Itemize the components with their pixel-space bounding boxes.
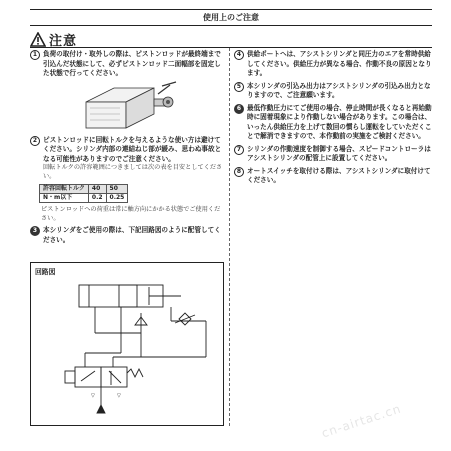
item-text: 供給ポートへは、アシストシリンダと同圧力のエアを常時供給してください。供給圧力が異なる場合、作動不良の原因となります。	[247, 50, 432, 77]
list-item-5	[234, 82, 434, 101]
caution-label: 注意	[49, 33, 78, 49]
item-number: 1	[30, 50, 40, 60]
diagram-title: 回路図	[35, 268, 56, 276]
table-col-40: 40	[88, 185, 106, 194]
caution-heading	[30, 31, 77, 47]
list-item-2	[30, 136, 223, 182]
page-title: 使用上のご注意	[30, 9, 432, 26]
item-text: 最低作動圧力にてご使用の場合、停止時間が長くなると再始動時に固着現象により作動しない場合があります。この場合は、いったん供給圧力を上げて数回の慣らし運転をしていただくことで解消できますので、本作動前の実施をご検討ください。	[247, 103, 432, 140]
item-number: 4	[234, 50, 244, 60]
table-header-label: 許容回転トルク	[40, 185, 89, 194]
item-number: 2	[30, 136, 40, 146]
item-text: ピストンロッドに回転トルクを与えるような使い方は避けてください。シリンダ内部の連結ねじ部が緩み、思わぬ事故となる可能性がありますのでご注意ください。	[43, 135, 222, 163]
item-number: 7	[234, 145, 244, 155]
item-note: 回転トルクの許容範囲につきましては次の表を目安としてください。	[43, 164, 223, 180]
item-text: 本シリンダをご使用の際は、下記回路図のように配管してください。	[43, 226, 221, 244]
load-note: ピストンロッドへの荷重は常に軸方向にかかる状態でご使用ください。	[41, 206, 221, 222]
list-item-3	[30, 226, 223, 245]
list-item-4	[234, 50, 434, 79]
table-col-50: 50	[106, 185, 128, 194]
table-value-50: 0.25	[106, 194, 128, 203]
right-column	[234, 50, 434, 189]
list-item-7	[234, 145, 434, 164]
item-number: 3	[30, 226, 40, 236]
item-number: 6	[234, 104, 244, 114]
heading-divider	[30, 47, 432, 48]
item-number: 8	[234, 167, 244, 177]
item-text: シリンダの作動速度を制御する場合、スピードコントローラはアシストシリンダの配管上に設置してください。	[247, 144, 431, 162]
table-unit-label: N・m以下	[40, 194, 89, 203]
column-divider	[229, 48, 230, 426]
list-item-8	[234, 167, 434, 186]
list-item-1	[30, 50, 223, 79]
svg-text:▽: ▽	[117, 393, 121, 399]
svg-text:▽: ▽	[91, 393, 95, 399]
table-value-40: 0.2	[88, 194, 106, 203]
cylinder-illustration	[80, 80, 180, 135]
item-text: 負荷の取付け・取外しの際は、ピストンロッドが最終端まで引込んだ状態にして、必ずピストンロッド二面幅部を固定した状態で行ってください。	[43, 50, 221, 77]
circuit-diagram-drawing	[31, 263, 223, 425]
circuit-diagram	[30, 262, 224, 426]
list-item-6	[234, 104, 434, 142]
watermark: cn-airtac.cn	[319, 401, 403, 441]
item-number: 5	[234, 82, 244, 92]
item-text: 本シリンダの引込み出力はアシストシリンダの引込み出力となりますので、ご注意願います。	[247, 81, 431, 99]
warning-triangle-icon	[30, 32, 46, 47]
torque-table	[39, 184, 128, 203]
item-text: オートスイッチを取付ける際は、アシストシリンダに取付けてください。	[247, 166, 431, 184]
